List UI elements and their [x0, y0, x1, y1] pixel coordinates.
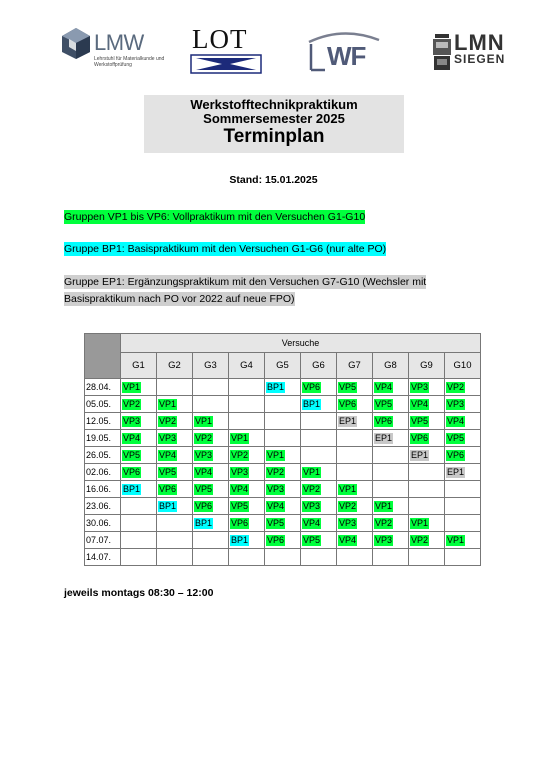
group-tag-vp: VP6: [375, 415, 393, 426]
column-header-g7: G7: [337, 353, 373, 379]
schedule-table: [84, 333, 481, 566]
schedule-cell: [373, 396, 409, 413]
group-tag-vp: VP3: [195, 449, 213, 460]
group-tag-vp: VP4: [195, 466, 213, 477]
group-tag-vp: VP4: [375, 381, 393, 392]
group-tag-ep: EP1: [339, 415, 357, 426]
schedule-cell: [121, 447, 157, 464]
group-tag-vp: VP2: [231, 449, 249, 460]
schedule-cell: [121, 396, 157, 413]
group-tag-vp: VP1: [231, 432, 249, 443]
schedule-cell: [265, 413, 301, 430]
column-header-g6: G6: [301, 353, 337, 379]
group-tag-vp: VP6: [123, 466, 141, 477]
group-tag-vp: VP2: [195, 432, 213, 443]
schedule-cell: [301, 549, 337, 566]
date-cell: 02.06.: [85, 464, 121, 481]
group-tag-vp: VP5: [195, 483, 213, 494]
schedule-cell: [301, 379, 337, 396]
table-row: [85, 481, 481, 498]
group-tag-vp: VP5: [159, 466, 177, 477]
lot-logo: [190, 26, 262, 74]
schedule-cell: [265, 464, 301, 481]
group-tag-vp: VP5: [339, 381, 357, 392]
schedule-cell: [265, 515, 301, 532]
group-tag-vp: VP4: [303, 517, 321, 528]
schedule-cell: [301, 430, 337, 447]
group-tag-vp: VP5: [231, 500, 249, 511]
schedule-cell: [229, 447, 265, 464]
table-corner: [85, 334, 121, 379]
title-course: Werkstofftechnikpraktikum: [190, 97, 358, 112]
schedule-cell: [445, 515, 481, 532]
group-tag-vp: VP1: [375, 500, 393, 511]
table-row: [85, 515, 481, 532]
schedule-cell: [193, 413, 229, 430]
group-tag-vp: VP5: [123, 449, 141, 460]
schedule-cell: [445, 413, 481, 430]
versuche-header: Versuche: [121, 334, 481, 353]
stand-date: Stand: 15.01.2025: [229, 174, 318, 186]
group-tag-vp: VP3: [339, 517, 357, 528]
group-tag-bp: BP1: [303, 398, 321, 409]
schedule-cell: [373, 430, 409, 447]
group-tag-vp: VP4: [339, 534, 357, 545]
schedule-cell: [445, 549, 481, 566]
schedule-cell: [229, 498, 265, 515]
schedule-cell: [301, 396, 337, 413]
schedule-cell: [193, 532, 229, 549]
schedule-cell: [373, 413, 409, 430]
group-tag-ep: EP1: [375, 432, 393, 443]
group-tag-bp: BP1: [195, 517, 213, 528]
schedule-cell: [409, 532, 445, 549]
schedule-cell: [121, 515, 157, 532]
date-cell: 19.05.: [85, 430, 121, 447]
schedule-cell: [445, 481, 481, 498]
schedule-cell: [157, 396, 193, 413]
schedule-cell: [121, 464, 157, 481]
column-header-g3: G3: [193, 353, 229, 379]
table-row: [85, 498, 481, 515]
table-row: [85, 379, 481, 396]
group-tag-vp: VP2: [411, 534, 429, 545]
group-tag-vp: VP5: [411, 415, 429, 426]
group-tag-vp: VP5: [303, 534, 321, 545]
group-tag-vp: VP6: [303, 381, 321, 392]
schedule-cell: [157, 549, 193, 566]
schedule-cell: [445, 396, 481, 413]
group-tag-vp: VP3: [123, 415, 141, 426]
schedule-cell: [373, 379, 409, 396]
group-tag-vp: VP2: [303, 483, 321, 494]
schedule-cell: [409, 481, 445, 498]
schedule-cell: [373, 498, 409, 515]
date-cell: 30.06.: [85, 515, 121, 532]
group-tag-vp: VP4: [447, 415, 465, 426]
group-tag-vp: VP4: [123, 432, 141, 443]
schedule-cell: [445, 379, 481, 396]
group-tag-vp: VP6: [411, 432, 429, 443]
group-tag-vp: VP3: [375, 534, 393, 545]
lmn-logo-text: LMN: [454, 30, 505, 55]
group-vp-description: [64, 209, 365, 226]
schedule-cell: [265, 447, 301, 464]
group-tag-vp: VP6: [195, 500, 213, 511]
schedule-cell: [121, 498, 157, 515]
schedule-cell: [121, 379, 157, 396]
group-tag-vp: VP6: [159, 483, 177, 494]
column-header-row: [85, 353, 481, 379]
date-cell: 16.06.: [85, 481, 121, 498]
date-cell: 23.06.: [85, 498, 121, 515]
wf-logo-text: WF: [327, 41, 366, 71]
schedule-cell: [301, 413, 337, 430]
title-box: [144, 95, 404, 153]
schedule-cell: [409, 498, 445, 515]
group-tag-bp: BP1: [123, 483, 141, 494]
group-tag-vp: VP3: [159, 432, 177, 443]
column-header-g8: G8: [373, 353, 409, 379]
schedule-cell: [193, 396, 229, 413]
schedule-cell: [337, 413, 373, 430]
group-tag-vp: VP2: [159, 415, 177, 426]
schedule-cell: [445, 532, 481, 549]
wf-logo: [305, 28, 383, 74]
group-tag-vp: VP6: [267, 534, 285, 545]
group-tag-vp: VP6: [231, 517, 249, 528]
lot-emblem-icon: [190, 54, 262, 74]
group-tag-vp: VP5: [447, 432, 465, 443]
schedule-cell: [301, 532, 337, 549]
group-tag-vp: VP2: [267, 466, 285, 477]
column-header-g10: G10: [445, 353, 481, 379]
group-vp-text: Gruppen VP1 bis VP6: Vollpraktikum mit den Versuchen G1-G10: [64, 211, 366, 223]
schedule-cell: [337, 396, 373, 413]
schedule-cell: [265, 430, 301, 447]
group-tag-vp: VP5: [267, 517, 285, 528]
table-row: [85, 464, 481, 481]
group-tag-vp: VP3: [411, 381, 429, 392]
schedule-cell: [121, 413, 157, 430]
group-tag-ep: EP1: [447, 466, 465, 477]
lmn-logo: [432, 32, 522, 74]
schedule-cell: [373, 532, 409, 549]
lmw-logo-text: LMW: [94, 30, 144, 55]
schedule-cell: [373, 549, 409, 566]
group-bp-text: Gruppe BP1: Basispraktikum mit den Versuchen G1-G6 (nur alte PO): [64, 243, 387, 255]
group-tag-vp: VP3: [447, 398, 465, 409]
schedule-cell: [337, 430, 373, 447]
footer-time-note: jeweils montags 08:30 – 12:00: [64, 587, 214, 599]
schedule-cell: [193, 430, 229, 447]
group-tag-vp: VP3: [303, 500, 321, 511]
schedule-cell: [193, 481, 229, 498]
date-cell: 28.04.: [85, 379, 121, 396]
date-cell: 14.07.: [85, 549, 121, 566]
group-tag-vp: VP2: [375, 517, 393, 528]
schedule-cell: [409, 464, 445, 481]
group-tag-vp: VP3: [267, 483, 285, 494]
group-tag-vp: VP1: [159, 398, 177, 409]
schedule-cell: [301, 464, 337, 481]
lmn-logo-subtext: SIEGEN: [454, 52, 506, 66]
group-tag-vp: VP6: [339, 398, 357, 409]
group-tag-bp: BP1: [267, 381, 285, 392]
schedule-cell: [373, 515, 409, 532]
schedule-cell: [373, 464, 409, 481]
date-cell: 12.05.: [85, 413, 121, 430]
schedule-cell: [157, 481, 193, 498]
schedule-cell: [229, 413, 265, 430]
schedule-cell: [229, 532, 265, 549]
group-tag-vp: VP2: [447, 381, 465, 392]
schedule-cell: [301, 447, 337, 464]
schedule-cell: [337, 447, 373, 464]
group-tag-vp: VP4: [231, 483, 249, 494]
column-header-g1: G1: [121, 353, 157, 379]
group-tag-vp: VP5: [375, 398, 393, 409]
group-tag-vp: VP1: [339, 483, 357, 494]
lmn-machine-icon: [432, 34, 452, 72]
schedule-cell: [337, 498, 373, 515]
schedule-cell: [337, 464, 373, 481]
schedule-cell: [229, 481, 265, 498]
schedule-cell: [265, 549, 301, 566]
schedule-cell: [373, 447, 409, 464]
group-tag-vp: VP1: [303, 466, 321, 477]
group-tag-bp: BP1: [159, 500, 177, 511]
group-tag-vp: VP1: [411, 517, 429, 528]
group-tag-vp: VP1: [267, 449, 285, 460]
schedule-cell: [301, 515, 337, 532]
schedule-cell: [265, 481, 301, 498]
schedule-cell: [193, 549, 229, 566]
schedule-cell: [121, 549, 157, 566]
group-tag-vp: VP2: [123, 398, 141, 409]
group-tag-vp: VP4: [411, 398, 429, 409]
table-row: [85, 447, 481, 464]
table-row: [85, 532, 481, 549]
schedule-cell: [229, 464, 265, 481]
schedule-cell: [157, 498, 193, 515]
schedule-cell: [157, 413, 193, 430]
date-cell: 26.05.: [85, 447, 121, 464]
schedule-cell: [409, 447, 445, 464]
title-main: Terminplan: [223, 126, 325, 147]
column-header-g4: G4: [229, 353, 265, 379]
schedule-cell: [337, 481, 373, 498]
date-cell: 05.05.: [85, 396, 121, 413]
schedule-cell: [121, 532, 157, 549]
group-tag-bp: BP1: [231, 534, 249, 545]
schedule-cell: [229, 430, 265, 447]
table-row: [85, 549, 481, 566]
schedule-cell: [229, 396, 265, 413]
schedule-cell: [445, 498, 481, 515]
group-tag-vp: VP1: [447, 534, 465, 545]
schedule-cell: [337, 515, 373, 532]
schedule-cell: [157, 464, 193, 481]
schedule-cell: [157, 447, 193, 464]
group-tag-vp: VP3: [231, 466, 249, 477]
schedule-cell: [445, 447, 481, 464]
group-bp-description: [64, 241, 386, 258]
date-cell: 07.07.: [85, 532, 121, 549]
group-tag-vp: VP4: [267, 500, 285, 511]
schedule-cell: [157, 379, 193, 396]
schedule-body: [85, 379, 481, 566]
schedule-cell: [121, 430, 157, 447]
schedule-cell: [121, 481, 157, 498]
schedule-cell: [409, 430, 445, 447]
schedule-cell: [373, 481, 409, 498]
schedule-cell: [337, 379, 373, 396]
column-header-g5: G5: [265, 353, 301, 379]
schedule-cell: [301, 481, 337, 498]
schedule-cell: [409, 515, 445, 532]
schedule-cell: [337, 532, 373, 549]
title-semester: Sommersemester 2025: [203, 111, 345, 126]
lot-logo-text: LOT: [192, 24, 248, 54]
group-tag-ep: EP1: [411, 449, 429, 460]
schedule-cell: [157, 430, 193, 447]
schedule-cell: [193, 464, 229, 481]
group-tag-vp: VP6: [447, 449, 465, 460]
lmw-logo: [60, 26, 165, 76]
column-header-g2: G2: [157, 353, 193, 379]
group-ep-description: [64, 274, 464, 308]
schedule-cell: [337, 549, 373, 566]
schedule-cell: [193, 498, 229, 515]
schedule-cell: [193, 515, 229, 532]
group-tag-vp: VP4: [159, 449, 177, 460]
schedule-cell: [265, 379, 301, 396]
schedule-cell: [229, 549, 265, 566]
table-row: [85, 413, 481, 430]
table-row: [85, 430, 481, 447]
group-tag-vp: VP1: [195, 415, 213, 426]
group-tag-vp: VP2: [339, 500, 357, 511]
group-tag-vp: VP1: [123, 381, 141, 392]
schedule-cell: [445, 464, 481, 481]
schedule-cell: [265, 396, 301, 413]
schedule-cell: [157, 532, 193, 549]
schedule-cell: [265, 498, 301, 515]
group-ep-text: Gruppe EP1: Ergänzungspraktikum mit den Versuchen G7-G10 (Wechsler mit Basispraktikum nach PO vor 2022 auf neue FPO): [64, 276, 427, 305]
schedule-cell: [193, 447, 229, 464]
schedule-cell: [229, 515, 265, 532]
schedule-cell: [409, 396, 445, 413]
schedule-cell: [265, 532, 301, 549]
schedule-cell: [445, 430, 481, 447]
schedule-cell: [229, 379, 265, 396]
column-header-g9: G9: [409, 353, 445, 379]
schedule-cell: [157, 515, 193, 532]
lmw-logo-subtitle: Lehrstuhl für Materialkunde und Werkstoffprüfung: [94, 56, 165, 68]
table-row: [85, 396, 481, 413]
schedule-cell: [409, 379, 445, 396]
schedule-cell: [409, 413, 445, 430]
schedule-cell: [193, 379, 229, 396]
schedule-cell: [409, 549, 445, 566]
lmw-cube-icon: [60, 26, 92, 60]
schedule-cell: [301, 498, 337, 515]
